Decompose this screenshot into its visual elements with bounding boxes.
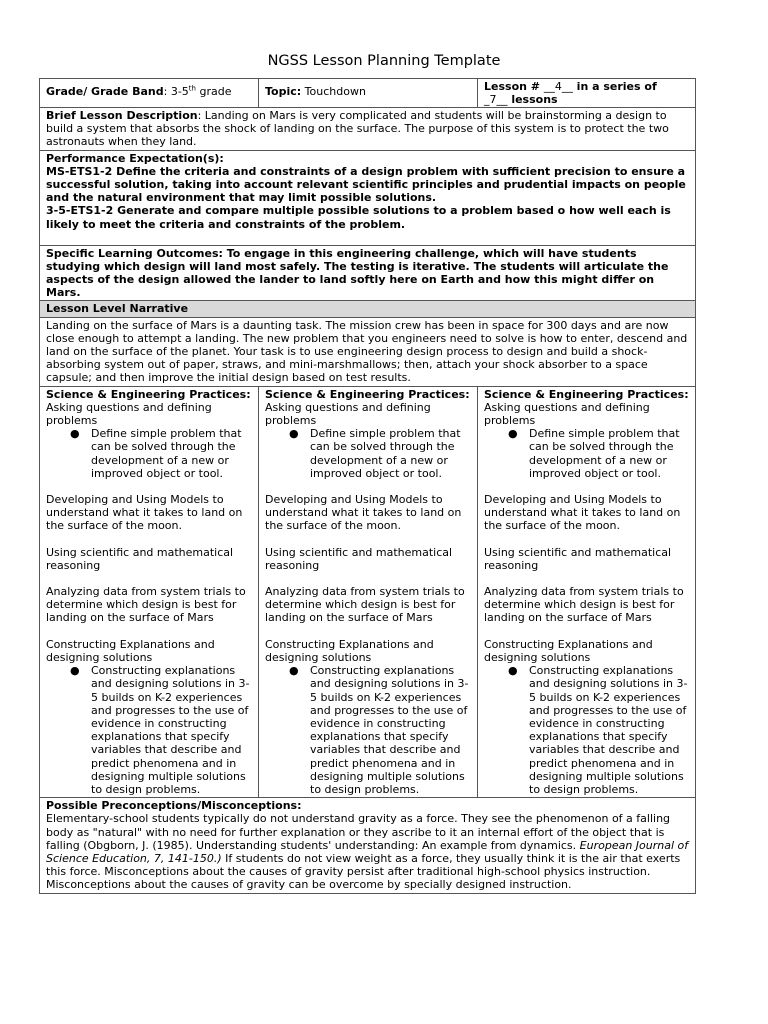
bullet-text: Constructing explanations and designing solutions in 3-5 builds on K-2 experiences and progresses to the use of evidence in constructing explanations that specify variables that describe and predict phenomena and in designing multiple solutions to design problems. <box>91 664 250 796</box>
practice-item: Developing and Using Models to understand what it takes to land on the surface of the moon. <box>265 493 462 533</box>
bullet-text: Constructing explanations and designing solutions in 3-5 builds on K-2 experiences and progresses to the use of evidence in constructing explanations that specify variables that describe and predict phenomena and in designing multiple solutions to design problems. <box>529 664 688 796</box>
lesson-label: Lesson # <box>484 80 540 93</box>
practice-item: Using scientific and mathematical reasoning <box>484 545 672 572</box>
practice-item: Analyzing data from system trials to determine which design is best for landing on the surface of Mars <box>46 585 246 625</box>
grade-value-post: grade <box>195 85 232 98</box>
practice-item: Constructing Explanations and designing solutions <box>484 637 653 664</box>
misconceptions-row <box>40 798 696 893</box>
misconceptions-text <box>46 812 689 891</box>
outcomes-text: Specific Learning Outcomes: To engage in this engineering challenge, which will have students studying which design will land most safely. The testing is iterative. The students will articulate the aspects of the design allowed the lander to land softly here on Earth and how this might differ on Mars. <box>46 246 669 300</box>
bullet-icon: ● <box>289 427 299 441</box>
bullet-text: Constructing explanations and designing solutions in 3-5 builds on K-2 experiences and progresses to the use of evidence in constructing explanations that specify variables that describe and predict phenomena and in designing multiple solutions to design problems. <box>310 664 469 796</box>
grade-sup: th <box>188 84 196 93</box>
practice-bullet <box>508 427 689 480</box>
journal-citation: European Journal of Science Education, 7, 141-150.) <box>46 838 689 865</box>
practices-column-2 <box>259 386 478 797</box>
brief-cell <box>40 108 696 151</box>
practice-bullet <box>70 664 252 796</box>
topic-label: Topic: <box>265 85 302 98</box>
grade-cell <box>40 79 259 108</box>
brief-row <box>40 108 696 151</box>
misconceptions-text-1: Elementary-school students typically do not understand gravity as a force. They see the phenomenon of a falling body as "natural" with no need for further explanation or they ascribe to it an internal effort of the object that is falling (Obgborn, J. (1985). Understanding students' understanding: An example from dynamics. <box>46 812 671 852</box>
narrative-cell <box>40 317 696 386</box>
performance-row <box>40 150 696 245</box>
bullet-text: Define simple problem that can be solved through the development of a new or improved object or tool. <box>529 427 680 480</box>
practice-item: Asking questions and defining problems <box>265 400 431 428</box>
practice-item: Analyzing data from system trials to determine which design is best for landing on the surface of Mars <box>484 585 684 625</box>
grade-label: Grade/ Grade Band <box>46 85 164 98</box>
lesson-suffix: lessons <box>507 93 558 107</box>
lesson-mid: in a series of <box>572 80 657 93</box>
practices-column-3 <box>478 386 696 797</box>
bullet-text: Define simple problem that can be solved through the development of a new or improved object or tool. <box>310 427 461 480</box>
performance-cell <box>40 150 696 245</box>
practices-heading: Science & Engineering Practices: <box>484 387 689 401</box>
practice-item: Using scientific and mathematical reasoning <box>265 545 453 572</box>
lesson-total: _7__ <box>484 93 508 107</box>
performance-pe1: MS-ETS1-2 Define the criteria and constraints of a design problem with sufficient precision to ensure a successful solution, taking into account relevant scientific principles and prudential impacts on people and the natural environment that may limit possible solutions. <box>46 164 686 205</box>
practices-heading: Science & Engineering Practices: <box>46 387 251 401</box>
narrative-label: Lesson Level Narrative <box>40 301 696 317</box>
document-title: NGSS Lesson Planning Template <box>267 53 501 69</box>
brief-label: Brief Lesson Description <box>46 109 198 122</box>
narrative-row <box>40 317 696 386</box>
outcomes-cell <box>40 245 696 301</box>
lesson-plan-table <box>39 78 696 894</box>
narrative-text: Landing on the surface of Mars is a daunting task. The mission crew has been in space for 300 days and are now close enough to attempt a landing. The new problem that you engineers need to solve is how to enter, descend and land on the surface of the planet. Your task is to use engineering design process to design and build a shock-absorbing system out of paper, straws, and mini-marshmallows; then, attach your shock absorber to a space capsule; and then improve the initial design based on test results. <box>46 318 688 385</box>
practice-item: Asking questions and defining problems <box>46 400 212 428</box>
practice-item: Asking questions and defining problems <box>484 400 650 428</box>
topic-cell <box>259 79 478 108</box>
practice-item: Constructing Explanations and designing solutions <box>46 637 215 664</box>
practice-bullet <box>508 664 689 796</box>
practice-bullet <box>70 427 252 480</box>
practice-bullet <box>289 427 471 480</box>
practice-bullet <box>289 664 471 796</box>
bullet-icon: ● <box>508 664 518 678</box>
practices-column-1 <box>40 386 259 797</box>
practice-item: Analyzing data from system trials to determine which design is best for landing on the surface of Mars <box>265 585 465 625</box>
performance-pe2: 3-5-ETS1-2 Generate and compare multiple possible solutions to a problem based o how well each is likely to meet the criteria and constraints of the problem. <box>46 204 671 231</box>
performance-label: Performance Expectation(s): <box>46 151 224 165</box>
header-row <box>40 79 696 108</box>
brief-text: : Landing on Mars is very complicated and students will be brainstorming a design to build a system that absorbs the shock of landing on the surface. The purpose of this system is to protect the two astronauts when they land. <box>46 109 669 149</box>
bullet-text: Define simple problem that can be solved through the development of a new or improved object or tool. <box>91 427 242 480</box>
lesson-number: __4__ <box>543 80 573 93</box>
practices-heading: Science & Engineering Practices: <box>265 387 470 401</box>
bullet-icon: ● <box>508 427 518 441</box>
bullet-icon: ● <box>289 664 299 678</box>
misconceptions-cell <box>40 798 696 893</box>
practice-item: Using scientific and mathematical reasoning <box>46 545 234 572</box>
bullet-icon: ● <box>70 664 80 678</box>
practice-item: Developing and Using Models to understand what it takes to land on the surface of the moon. <box>484 493 681 533</box>
grade-value: : 3-5 <box>163 85 189 98</box>
practice-item: Constructing Explanations and designing solutions <box>265 637 434 664</box>
topic-value: Touchdown <box>301 85 366 98</box>
misconceptions-label: Possible Preconceptions/Misconceptions: <box>46 799 302 813</box>
misconceptions-text-2: If students do not view weight as a force, they usually think it is the air that exerts this force. Misconceptions about the causes of gravity persist after traditional high-school physics instruction. Misconceptions about the causes of gravity can be overcome by specially designed instruction. <box>46 851 681 892</box>
lesson-cell <box>478 79 696 108</box>
outcomes-row <box>40 245 696 301</box>
practices-row <box>40 386 696 797</box>
practice-item: Developing and Using Models to understand what it takes to land on the surface of the moon. <box>46 493 243 533</box>
narrative-label-row <box>40 301 696 317</box>
bullet-icon: ● <box>70 427 80 441</box>
